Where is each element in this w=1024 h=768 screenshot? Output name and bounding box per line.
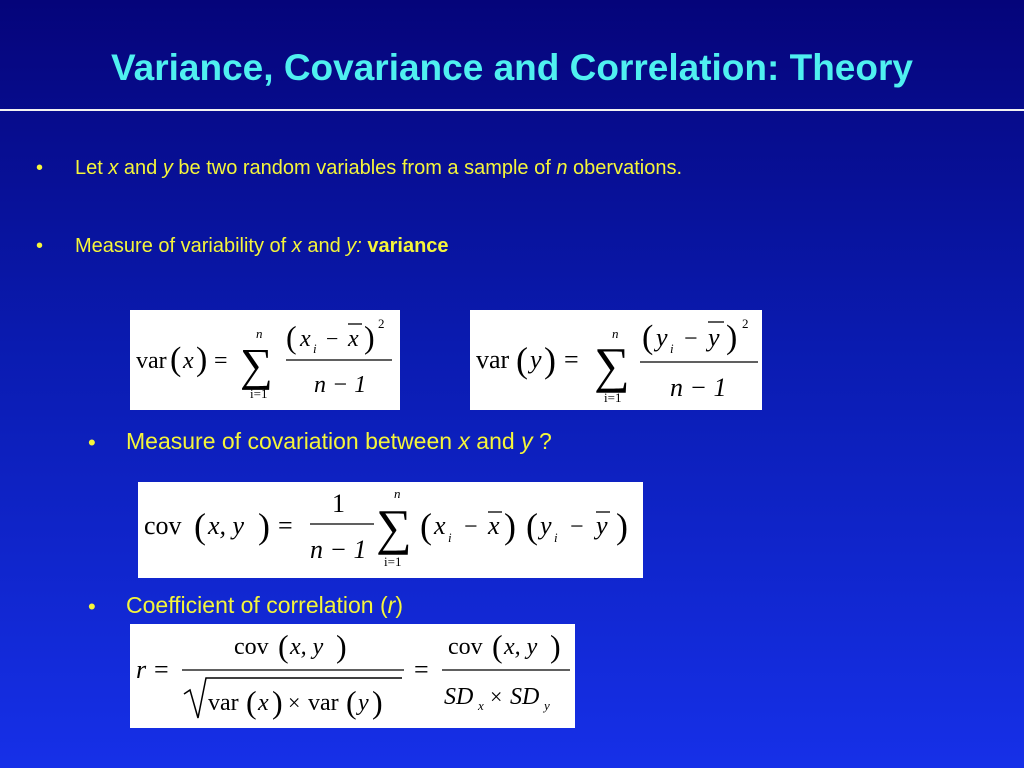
sd-x: SD <box>444 684 474 710</box>
bullet-covariation <box>126 428 552 455</box>
paren-close: ) <box>272 684 283 720</box>
paren-open: ( <box>516 340 528 380</box>
bullet-random-variables <box>75 157 682 180</box>
bullet-marker: • <box>88 430 96 455</box>
power: 2 <box>378 316 385 331</box>
minus-sign: − <box>464 514 478 540</box>
minus-sign: − <box>570 514 584 540</box>
sd-y: SD <box>510 684 540 710</box>
bullet-text: and <box>301 235 347 257</box>
var-y: y: <box>346 235 362 257</box>
var-x: x <box>458 428 470 454</box>
equals-sign: = <box>564 345 579 374</box>
formula-var-y <box>470 310 770 410</box>
slide-title: Variance, Covariance and Correlation: Theory <box>111 47 913 88</box>
frac-num: 1 <box>332 489 345 518</box>
minus-sign: − <box>326 326 339 351</box>
minus-sign: − <box>684 326 698 352</box>
bullet-marker: • <box>36 235 44 257</box>
equals-sign: = <box>414 655 429 684</box>
bullet-text: Let <box>75 157 109 179</box>
paren-open: ( <box>642 319 654 356</box>
formula-cov <box>138 482 648 578</box>
rhs-num-fn: cov <box>448 634 483 660</box>
paren-open: ( <box>346 684 357 720</box>
bullet-text: ) <box>395 592 403 618</box>
bullet-marker: • <box>88 594 96 619</box>
num-mean: x <box>348 326 359 352</box>
bullet-marker: • <box>36 157 44 179</box>
bullet-text: and <box>118 157 163 179</box>
fn-cov: cov <box>144 511 182 540</box>
sum-lower: i=1 <box>604 390 622 405</box>
paren-open: ( <box>278 628 289 664</box>
paren-close: ) <box>544 340 556 380</box>
frac-den: n − 1 <box>310 535 367 564</box>
num-mean: y <box>708 323 720 352</box>
paren-close: ) <box>550 628 561 664</box>
lhs-r: r <box>136 655 147 684</box>
bullet-text: ? <box>532 428 552 454</box>
term-x-mean: x <box>488 511 500 540</box>
bullet-text: Measure of covariation between <box>126 428 459 454</box>
power: 2 <box>742 316 749 331</box>
var-x: x <box>291 235 302 257</box>
den-arg1: x <box>258 690 269 716</box>
formula-var-x <box>130 310 430 410</box>
paren-close: ) <box>504 506 516 546</box>
rhs-num-args: x, y <box>504 634 538 660</box>
paren-open: ( <box>194 506 206 546</box>
sum-lower: i=1 <box>250 386 268 401</box>
bullet-text: Measure of variability of <box>75 235 292 257</box>
sd-sub-x: x <box>478 698 484 713</box>
bullet-correlation <box>126 592 403 619</box>
term-x: x <box>434 511 446 540</box>
var-r: r <box>387 592 396 618</box>
bullet-text: Coefficient of correlation ( <box>126 592 388 618</box>
paren-close: ) <box>196 341 208 378</box>
term-y-mean: y <box>596 511 608 540</box>
sum-upper: n <box>394 486 401 501</box>
sigma-icon: ∑ <box>240 339 273 390</box>
sd-sub-y: y <box>544 698 550 713</box>
bullet-text: and <box>469 428 522 454</box>
paren-open: ( <box>170 341 182 378</box>
title-divider <box>0 109 1024 111</box>
paren-open: ( <box>420 506 432 546</box>
var-x: x <box>108 157 119 179</box>
num-sub: i <box>670 341 674 356</box>
den: n − 1 <box>314 372 367 398</box>
sigma-icon: ∑ <box>376 499 412 555</box>
term-y: y <box>540 511 552 540</box>
sigma-icon: ∑ <box>594 337 630 393</box>
variance-keyword: variance <box>367 235 449 257</box>
var-y: y <box>162 157 173 179</box>
paren-close: ) <box>258 506 270 546</box>
arg-y: y <box>530 345 542 374</box>
fn-var: var <box>136 348 167 374</box>
num-sub: i <box>313 341 317 356</box>
bullet-text: be two random variables from a sample of <box>172 157 557 179</box>
bullet-variability <box>75 235 449 258</box>
paren-open: ( <box>246 684 257 720</box>
bullet-text: obervations. <box>567 157 682 179</box>
term-sub: i <box>448 530 452 545</box>
paren-close: ) <box>364 319 375 355</box>
sum-upper: n <box>256 326 263 341</box>
den-arg2: y <box>358 690 369 716</box>
var-n: n <box>556 157 568 179</box>
den: n − 1 <box>670 373 727 402</box>
num-var: x <box>300 326 311 352</box>
num-args: x, y <box>290 634 324 660</box>
paren-open: ( <box>286 319 297 355</box>
sum-lower: i=1 <box>384 554 402 569</box>
args-xy: x, y <box>208 511 245 540</box>
equals-sign: = <box>154 655 169 684</box>
paren-close: ) <box>372 684 383 720</box>
num-var: y <box>656 323 668 352</box>
term-sub: i <box>554 530 558 545</box>
den-fn2: var <box>308 690 339 716</box>
equals-sign: = <box>214 348 228 374</box>
var-y: y <box>521 428 533 454</box>
sum-upper: n <box>612 326 619 341</box>
paren-open: ( <box>526 506 538 546</box>
paren-close: ) <box>616 506 628 546</box>
fn-var: var <box>476 345 510 374</box>
paren-close: ) <box>726 319 738 356</box>
den-fn1: var <box>208 690 239 716</box>
num-fn: cov <box>234 634 269 660</box>
times-sign: × <box>288 690 301 715</box>
equals-sign: = <box>278 511 293 540</box>
paren-close: ) <box>336 628 347 664</box>
arg-x: x <box>183 348 194 374</box>
formula-correlation <box>130 624 580 728</box>
times-sign: × <box>490 684 503 709</box>
paren-open: ( <box>492 628 503 664</box>
